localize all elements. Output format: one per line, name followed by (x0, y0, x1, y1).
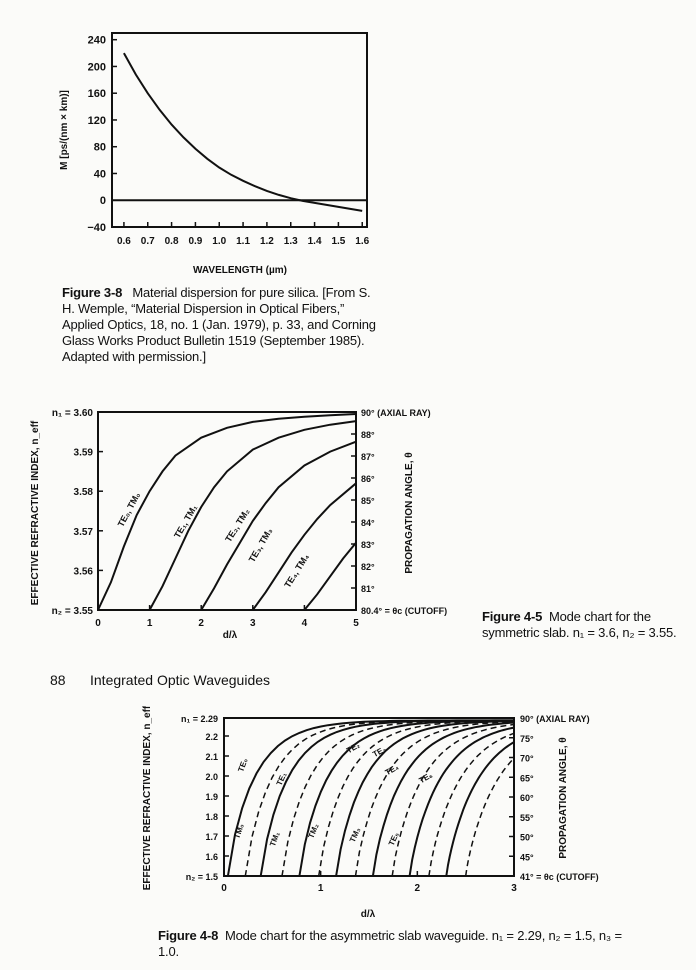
tm-mode-curve (466, 758, 514, 876)
x-tick-label: 1.6 (355, 236, 370, 247)
x-tick-label: 0 (221, 883, 227, 894)
tm-mode-curve (319, 721, 514, 876)
x-tick-label: 0.6 (116, 236, 131, 247)
right-tick-label: 83° (361, 540, 375, 550)
y-axis-label: EFFECTIVE REFRACTIVE INDEX, n_eff (30, 420, 41, 606)
x-tick-label: 1.3 (283, 236, 298, 247)
mode-label: TE₀, TM₀ (115, 490, 143, 529)
right-tick-label: 41° = θc (CUTOFF) (520, 872, 599, 882)
right-tick-label: 82° (361, 562, 375, 572)
y-tick-label: 1.9 (205, 792, 218, 802)
x-tick-label: 1.0 (212, 236, 227, 247)
y-axis-label: EFFECTIVE REFRACTIVE INDEX, n_eff (142, 706, 153, 891)
tm-mode-curve (429, 733, 514, 876)
x-tick-label: 4 (301, 618, 308, 629)
right-tick-label: 45° (520, 852, 534, 863)
right-tick-label: 75° (520, 733, 534, 744)
y-tick-label: −40 (87, 222, 106, 234)
te-mode-curve (446, 742, 514, 876)
mode-label: TE₆ (417, 770, 435, 786)
y-tick-label: 240 (87, 34, 106, 47)
mode-label: TE₄, TM₄ (282, 551, 312, 590)
mode-curve (304, 543, 356, 610)
y-tick-label: n₂ = 3.55 (51, 606, 93, 617)
mode-curve (201, 442, 356, 610)
x-tick-label: 1 (317, 883, 324, 894)
y-tick-label: 3.58 (73, 487, 93, 499)
x-tick-label: 0.7 (140, 236, 155, 247)
right-axis-label: PROPAGATION ANGLE, θ (404, 452, 415, 574)
mode-label: TM₀ (232, 822, 246, 840)
y-tick-label: 2.1 (205, 752, 218, 762)
y-tick-label: n₁ = 3.60 (51, 408, 93, 419)
figure-4-5-caption (482, 609, 687, 641)
y-tick-label: 0 (99, 195, 106, 208)
right-tick-label: 84° (361, 518, 375, 528)
x-tick-label: 1.5 (331, 236, 346, 247)
y-tick-label: 2.0 (205, 772, 218, 782)
y-tick-label: 3.59 (73, 447, 93, 459)
mode-label: TE₅ (386, 830, 401, 848)
caption-label: Figure 4-5 (482, 609, 543, 624)
tm-mode-curve (356, 722, 515, 876)
x-tick-label: 0.8 (164, 236, 179, 247)
caption-label: Figure 4-8 (158, 928, 219, 943)
mode-curve (150, 421, 356, 610)
te-mode-curve (299, 721, 514, 877)
y-tick-label: n₂ = 1.5 (185, 872, 218, 882)
y-tick-label: 200 (87, 61, 106, 74)
mode-label: TE₁ (274, 770, 289, 787)
figure-4-8-caption (158, 928, 628, 960)
mode-label: TM₃ (347, 826, 363, 844)
right-tick-label: 88° (361, 430, 375, 440)
x-tick-label: 2 (414, 883, 421, 894)
mode-label: TE₂, TM₂ (223, 506, 252, 544)
right-tick-label: 81° (361, 584, 375, 594)
right-tick-label: 55° (520, 812, 534, 823)
right-tick-label: 87° (361, 452, 375, 462)
mode-label: TE₁, TM₁ (172, 502, 200, 540)
x-tick-label: 0.9 (188, 236, 203, 247)
page-number: 88 (50, 672, 66, 688)
right-tick-label: 86° (361, 474, 375, 484)
running-head: Integrated Optic Waveguides (90, 672, 271, 688)
x-tick-label: 5 (353, 618, 359, 629)
caption-label: Figure 3-8 (62, 285, 123, 300)
figure-3-8-caption (62, 285, 377, 365)
right-tick-label: 50° (520, 832, 534, 843)
caption-text: Mode chart for the symmetric slab. n₁ = 3.6, n₂ = 3.55. (482, 609, 677, 640)
mode-curve (98, 414, 356, 610)
y-tick-label: 80 (93, 141, 106, 154)
right-tick-label: 65° (520, 773, 534, 784)
y-tick-label: 1.7 (205, 832, 218, 842)
right-tick-label: 60° (520, 793, 534, 803)
right-tick-label: 90° (AXIAL RAY) (520, 714, 590, 724)
caption-text: Mode chart for the asymmetric slab waveguide. n₁ = 2.29, n₂ = 1.5, n₃ = 1.0. (158, 928, 622, 959)
right-tick-label: 80.4° = θc (CUTOFF) (361, 606, 448, 616)
figure-3-8-chart (55, 22, 395, 284)
mode-label: TM₁ (268, 830, 282, 848)
right-axis-label: PROPAGATION ANGLE, θ (558, 737, 569, 859)
y-tick-label: n₁ = 2.29 (181, 714, 218, 724)
right-tick-label: 90° (AXIAL RAY) (361, 408, 431, 418)
figure-4-5-chart (20, 398, 480, 643)
dispersion-curve (124, 53, 362, 211)
y-tick-label: 160 (87, 88, 106, 101)
mode-label: TM₂ (306, 822, 321, 840)
te-mode-curve (373, 723, 514, 876)
x-tick-label: 1.2 (259, 236, 274, 247)
y-tick-label: 40 (93, 168, 106, 181)
x-axis-label: WAVELENGTH (µm) (193, 265, 287, 276)
mode-label: TE₃ (371, 744, 388, 760)
x-axis-label: d/λ (360, 909, 376, 920)
x-tick-label: 1 (146, 618, 153, 629)
mode-label: TE₂ (345, 740, 362, 756)
mode-label: TE₃, TM₃ (246, 526, 275, 565)
y-tick-label: 3.56 (73, 566, 93, 578)
y-axis-label: M [ps/(nm × km)] (59, 90, 70, 170)
y-tick-label: 1.6 (205, 852, 218, 862)
x-tick-label: 1.1 (236, 236, 251, 247)
y-tick-label: 120 (87, 114, 106, 127)
y-tick-label: 1.8 (205, 812, 218, 822)
figure-4-8-chart (110, 706, 650, 924)
x-tick-label: 3 (250, 618, 256, 629)
mode-label: TE₄ (383, 762, 401, 778)
y-tick-label: 2.2 (205, 732, 218, 742)
caption-text: Material dispersion for pure silica. [From S. H. Wemple, “Material Dispersion in Optical Fibers,” Applied Optics, 18, no. 1 (Jan. 1979), p. 33, and Corning Glass Works Product Bulletin 1519 (September 1985). Adapted with permission.] (62, 285, 376, 364)
x-axis-label: d/λ (222, 630, 238, 641)
x-tick-label: 2 (198, 618, 204, 629)
right-tick-label: 70° (520, 753, 534, 764)
x-tick-label: 1.4 (307, 236, 322, 247)
y-tick-label: 3.57 (73, 526, 93, 538)
right-tick-label: 85° (361, 496, 375, 506)
x-tick-label: 0 (95, 618, 101, 629)
mode-curve (253, 483, 356, 610)
x-tick-label: 3 (511, 883, 517, 894)
mode-label: TE₀ (236, 757, 250, 774)
